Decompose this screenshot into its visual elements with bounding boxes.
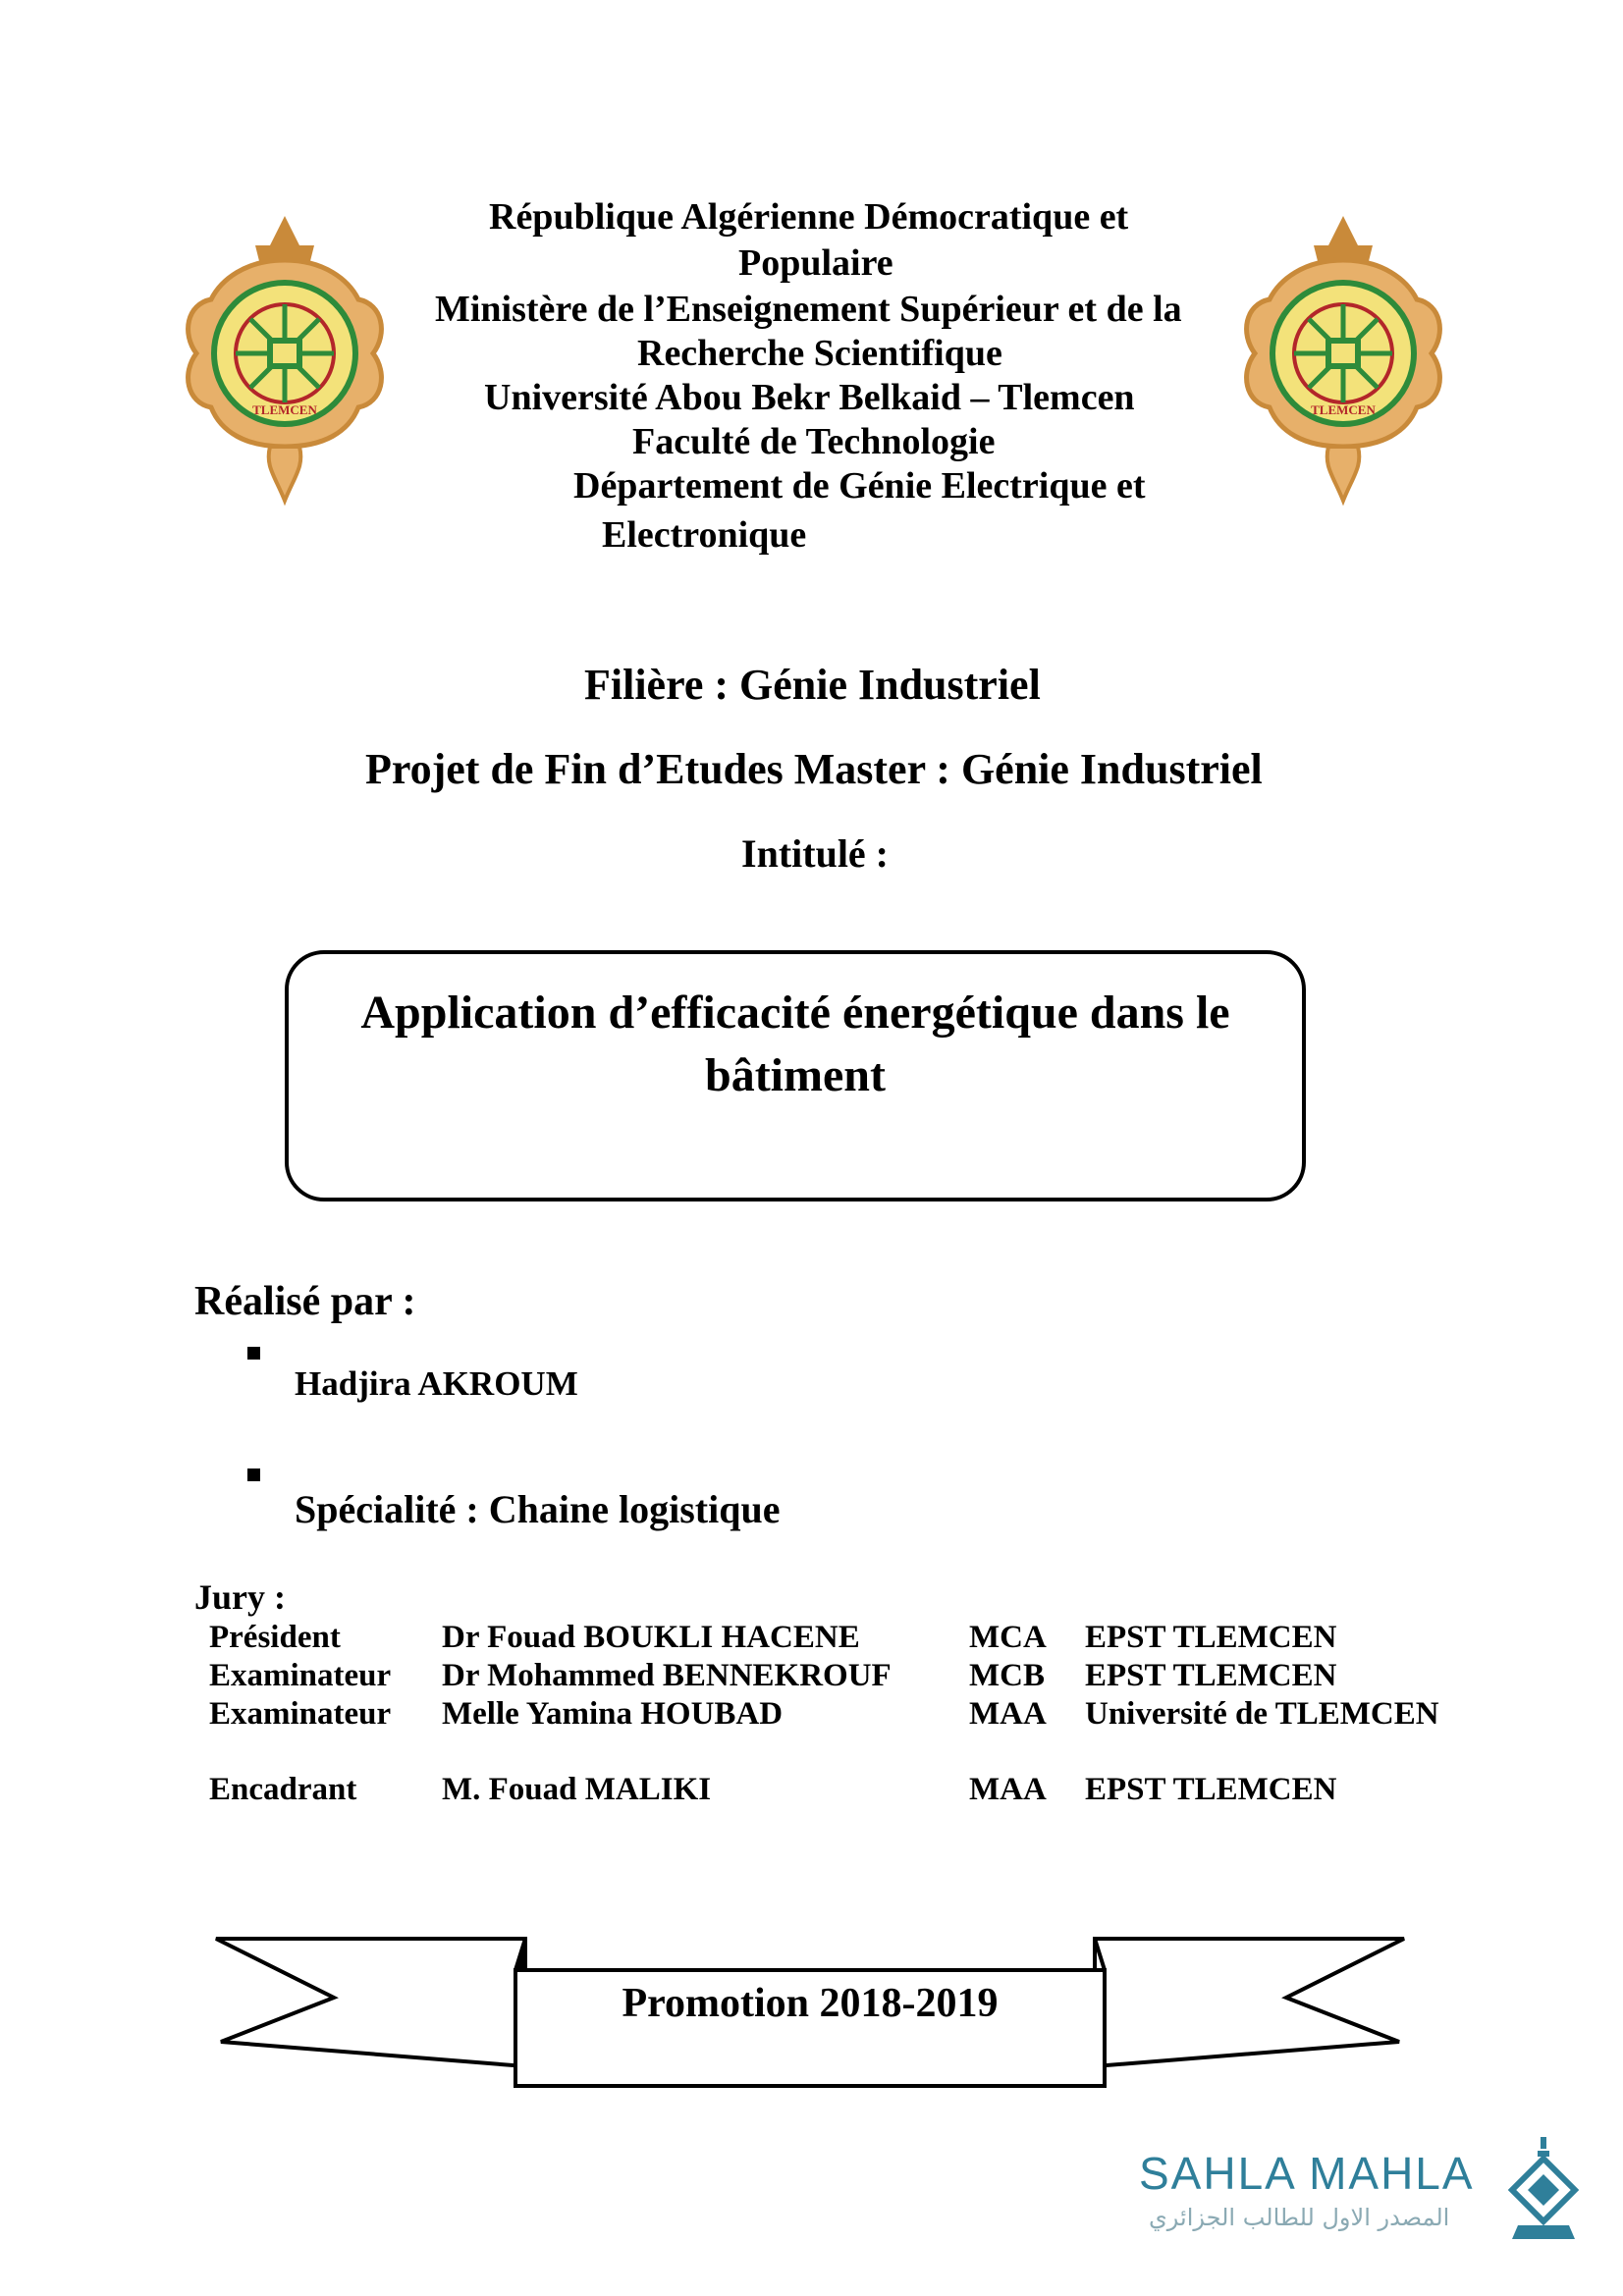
jury-name: Dr Fouad BOUKLI HACENE bbox=[442, 1620, 860, 1655]
jury-role: Président bbox=[209, 1620, 341, 1655]
jury-role: Examinateur bbox=[209, 1696, 392, 1732]
header-line-6: Faculté de Technologie bbox=[632, 421, 996, 462]
jury-role: Examinateur bbox=[209, 1658, 392, 1693]
author-specialty: Spécialité : Chaine logistique bbox=[295, 1487, 781, 1531]
jury-row bbox=[0, 1620, 1623, 1659]
thesis-title-box bbox=[285, 950, 1306, 1201]
jury-label: Jury : bbox=[194, 1577, 286, 1617]
header-line-1: République Algérienne Démocratique et bbox=[489, 196, 1129, 238]
jury-name: M. Fouad MALIKI bbox=[442, 1772, 712, 1807]
jury-grade: MCB bbox=[969, 1658, 1045, 1693]
header-line-2: Populaire bbox=[738, 242, 893, 284]
jury-institution: Université de TLEMCEN bbox=[1085, 1696, 1439, 1732]
university-seal-left bbox=[177, 206, 393, 510]
promotion-text: Promotion 2018-2019 bbox=[622, 1981, 999, 2026]
jury-institution: EPST TLEMCEN bbox=[1085, 1658, 1337, 1693]
thesis-title-line-2: bâtiment bbox=[705, 1049, 886, 1101]
watermark-brand: SAHLA MAHLA bbox=[1139, 2148, 1475, 2199]
seal-text-right: TLEMCEN bbox=[1311, 402, 1376, 417]
jury-grade: MAA bbox=[969, 1772, 1047, 1807]
sahla-mahla-watermark bbox=[1139, 2135, 1610, 2253]
author-label: Réalisé par : bbox=[194, 1279, 416, 1324]
jury-role: Encadrant bbox=[209, 1772, 357, 1807]
header-line-7: Département de Génie Electrique et bbox=[573, 465, 1146, 507]
header-line-5: Université Abou Bekr Belkaid – Tlemcen bbox=[484, 377, 1135, 418]
jury-row bbox=[0, 1658, 1623, 1697]
watermark-logo-icon bbox=[1504, 2135, 1583, 2243]
header-line-4: Recherche Scientifique bbox=[637, 333, 1002, 374]
jury-name: Dr Mohammed BENNEKROUF bbox=[442, 1658, 892, 1693]
seal-text-left: TLEMCEN bbox=[252, 402, 317, 417]
watermark-tagline: المصدر الاول للطالب الجزائري bbox=[1149, 2204, 1450, 2231]
jury-row bbox=[0, 1772, 1623, 1811]
header-line-8: Electronique bbox=[602, 514, 807, 556]
author-name: Hadjira AKROUM bbox=[295, 1364, 578, 1403]
jury-institution: EPST TLEMCEN bbox=[1085, 1772, 1337, 1807]
bullet-author bbox=[247, 1347, 260, 1360]
jury-grade: MCA bbox=[969, 1620, 1047, 1655]
header-line-3: Ministère de l’Enseignement Supérieur et de la bbox=[435, 289, 1182, 330]
bullet-specialty bbox=[247, 1468, 260, 1481]
projet-line: Projet de Fin d’Etudes Master : Génie Industriel bbox=[365, 745, 1263, 793]
jury-name: Melle Yamina HOUBAD bbox=[442, 1696, 784, 1732]
filiere-line: Filière : Génie Industriel bbox=[584, 661, 1041, 709]
jury-grade: MAA bbox=[969, 1696, 1047, 1732]
thesis-title-line-1: Application d’efficacité énergétique dans le bbox=[360, 987, 1230, 1039]
intitule-label: Intitulé : bbox=[741, 831, 889, 876]
jury-institution: EPST TLEMCEN bbox=[1085, 1620, 1337, 1655]
university-seal-right bbox=[1235, 206, 1451, 510]
jury-row bbox=[0, 1696, 1623, 1735]
